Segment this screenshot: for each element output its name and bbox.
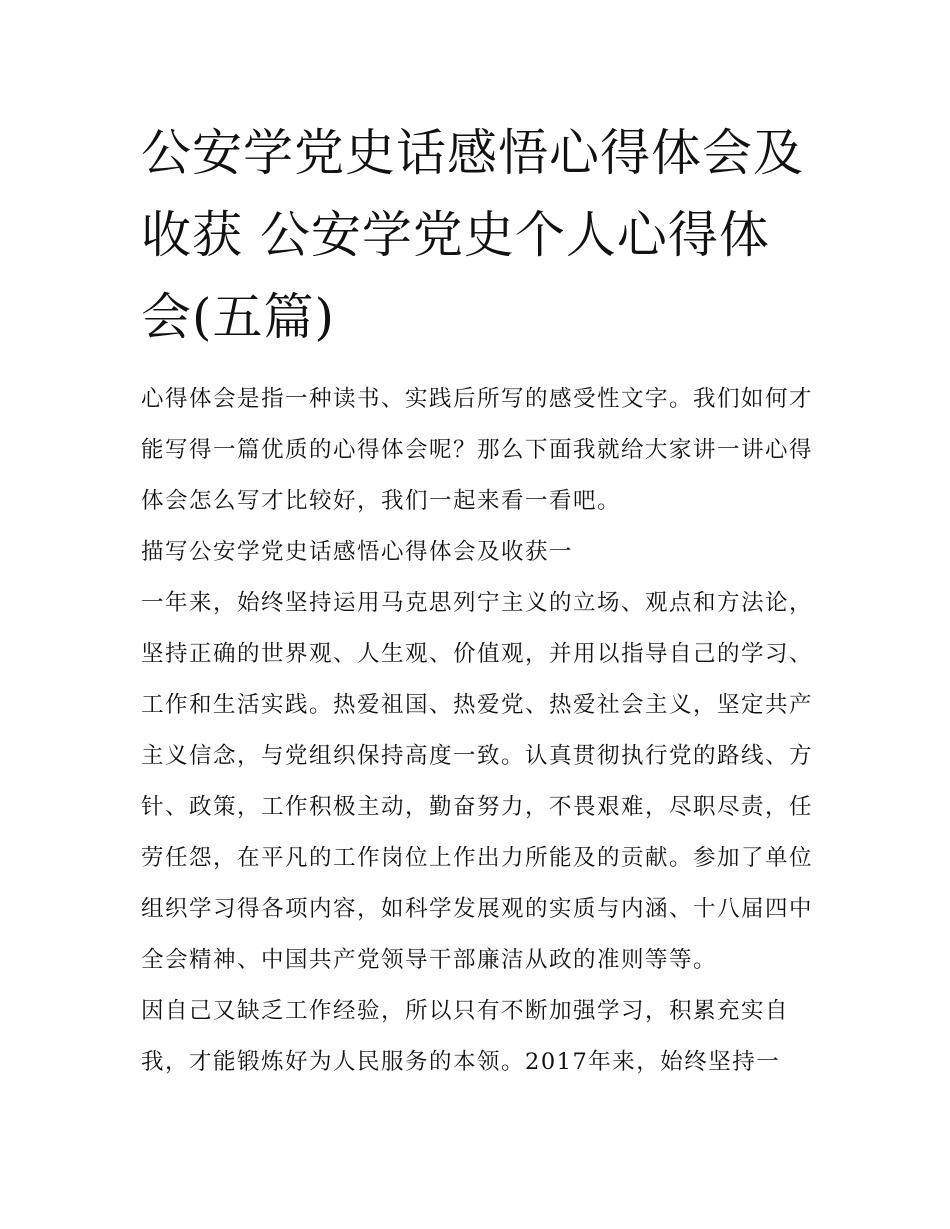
- body-paragraph-1: 一年来，始终坚持运用马克思列宁主义的立场、观点和方法论，坚持正确的世界观、人生观、价值观，并用以指导自己的学习、工作和生活实践。热爱祖国、热爱党、热爱社会主义，坚定共产主义信念，与党组织保持高度一致。认真贯彻执行党的路线、方针、政策，工作积极主动，勤奋努力，不畏艰难，尽职尽责，任劳任怨，在平凡的工作岗位上作出力所能及的贡献。参加了单位组织学习得各项内容，如科学发展观的实质与内涵、十八届四中全会精神、中国共产党领导干部廉洁从政的准则等等。: [141, 590, 814, 973]
- document-page: [141, 112, 813, 1088]
- document-title: 公安学党史话感悟心得体会及收获 公安学党史个人心得体会(五篇): [141, 124, 804, 346]
- section-heading: 描写公安学党史话感悟心得体会及收获一: [141, 539, 574, 565]
- intro-paragraph: 心得体会是指一种读书、实践后所写的感受性文字。我们如何才能写得一篇优质的心得体会呢？那么下面我就给大家讲一讲心得体会怎么写才比较好，我们一起来看一看吧。: [141, 386, 814, 514]
- body-paragraph-2: 因自己又缺乏工作经验，所以只有不断加强学习，积累充实自我，才能锻炼好为人民服务的本领。2017年来，始终坚持一: [141, 998, 790, 1075]
